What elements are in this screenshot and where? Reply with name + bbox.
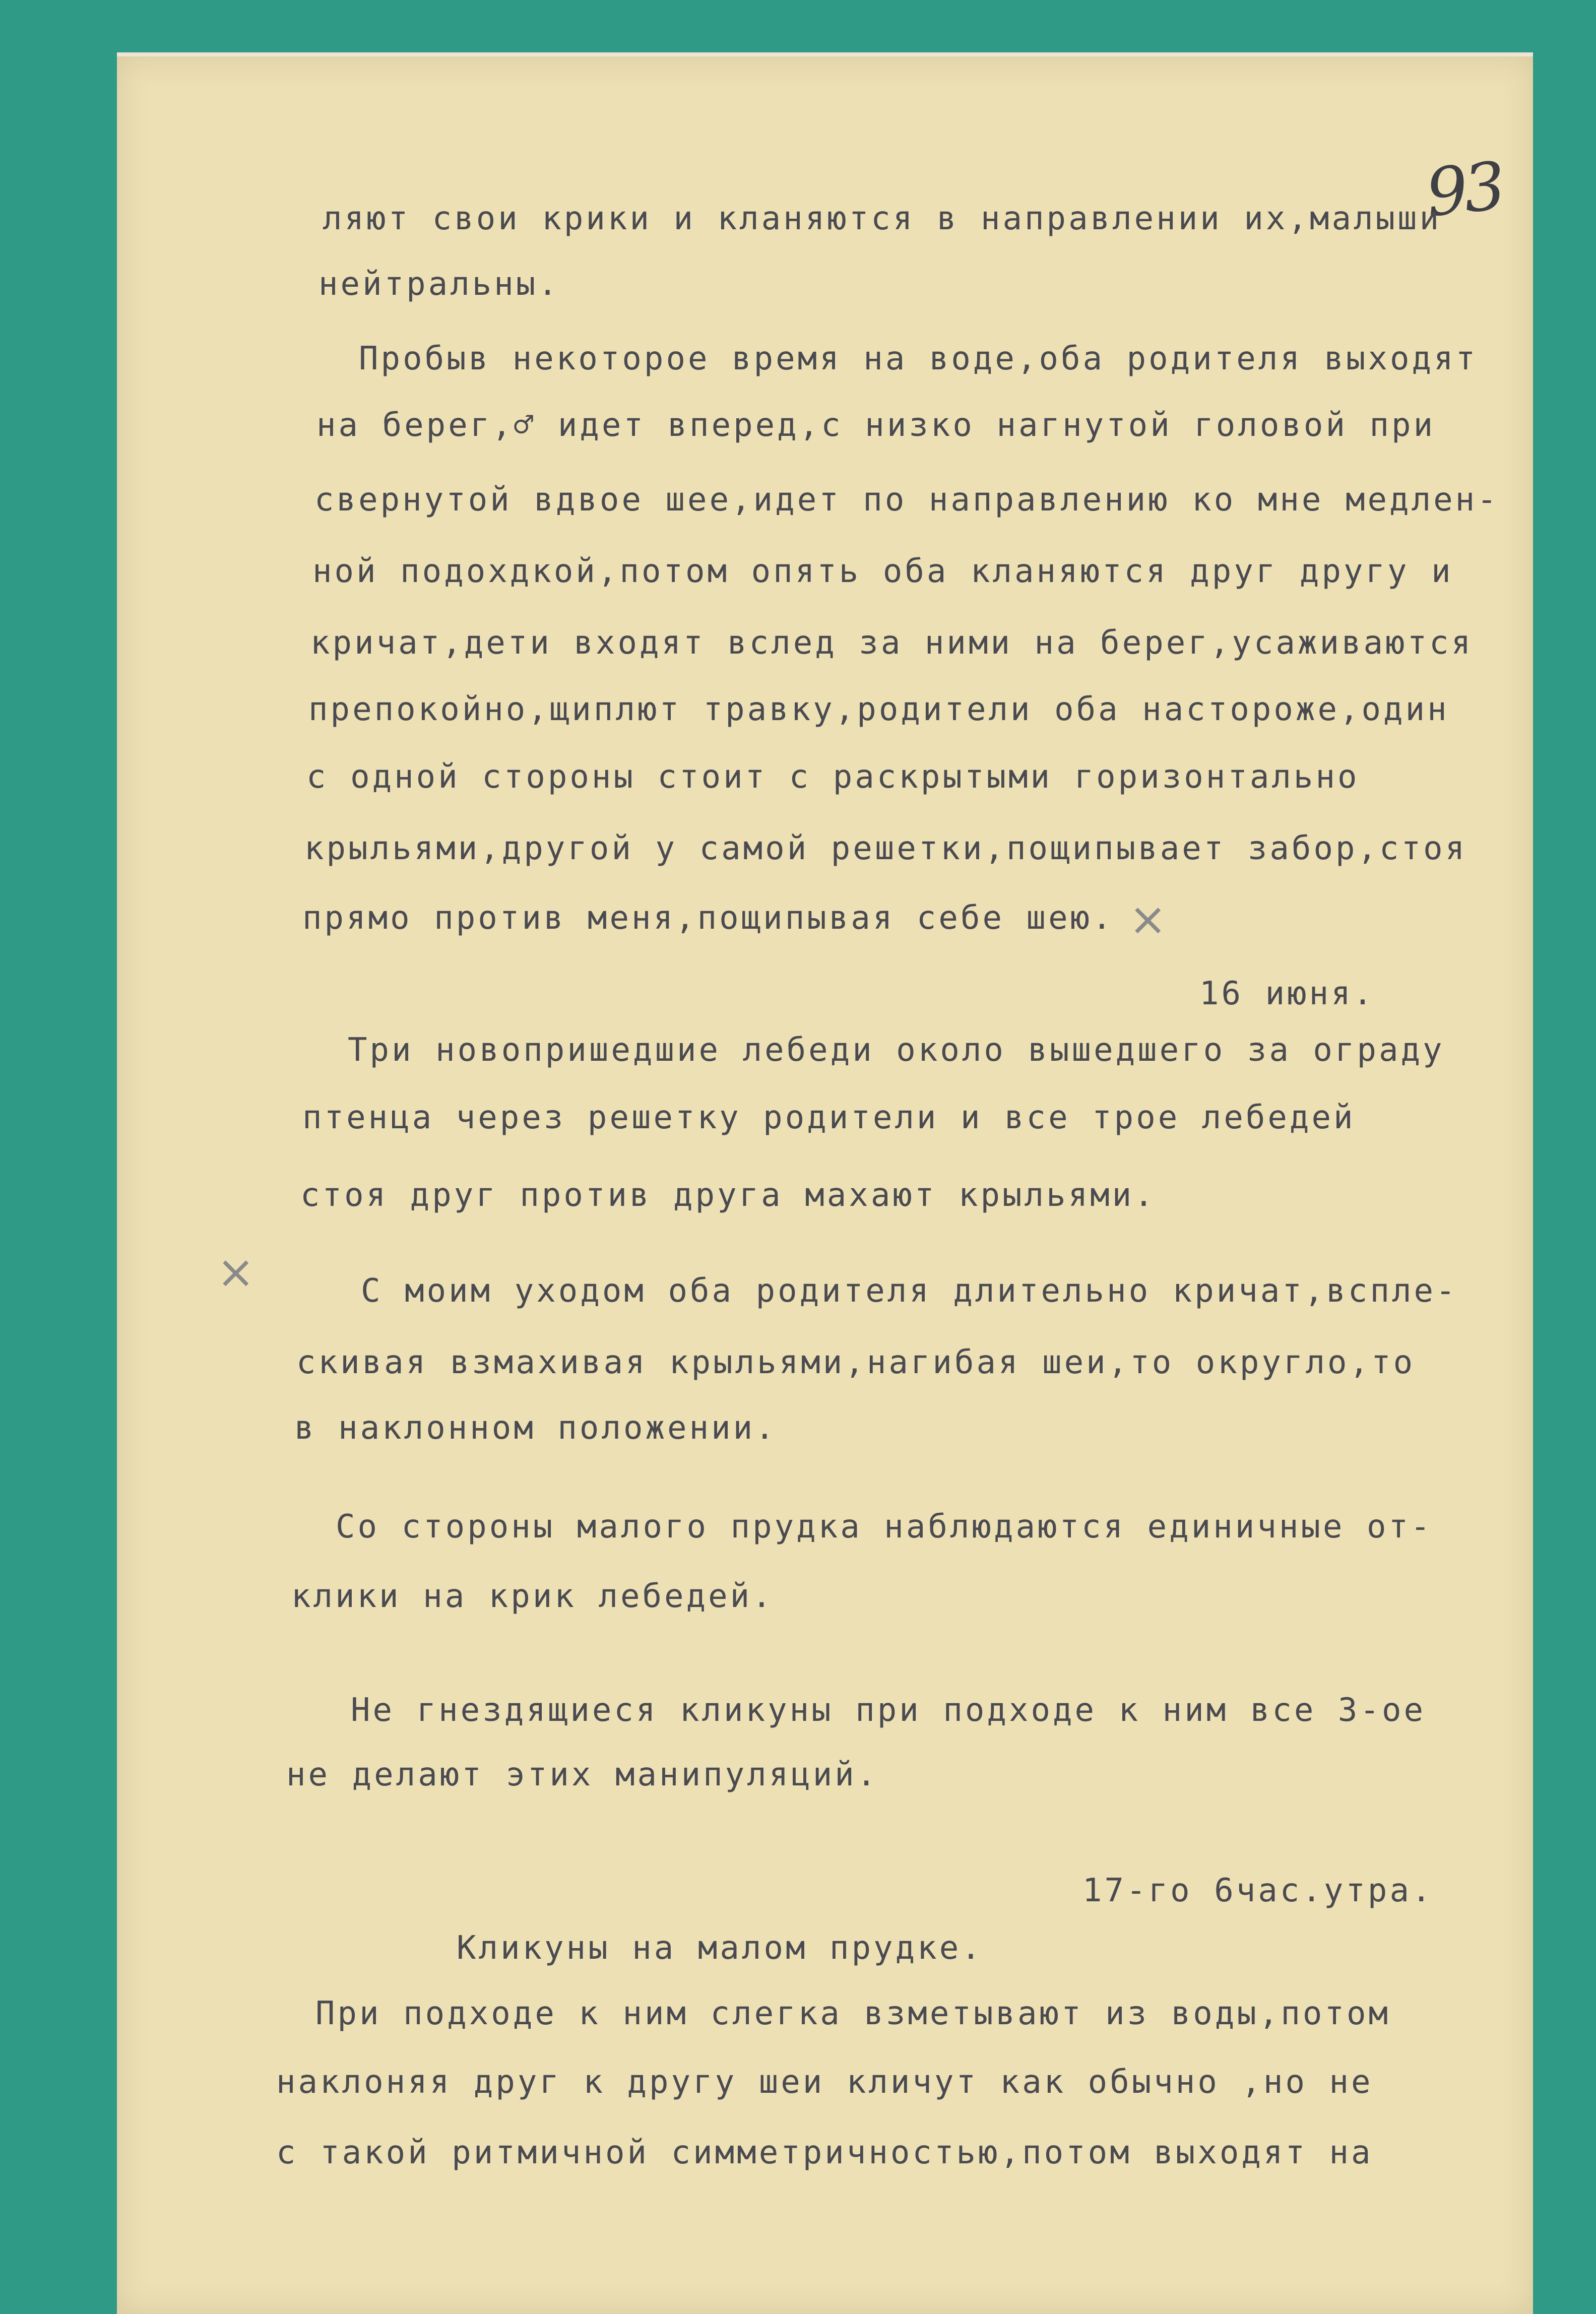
text-line: с одной стороны стоит с раскрытыми горизонтально	[306, 758, 1360, 796]
text-line: кричат,дети входят вслед за ними на берег,усаживаются	[310, 624, 1474, 662]
text-line: Пробыв некоторое время на воде,оба родителя выходят	[359, 340, 1478, 377]
text-line: нейтральны.	[318, 266, 560, 303]
text-line: С моим уходом оба родителя длительно кричат,вспле-	[361, 1272, 1458, 1310]
text-line: При подходе к ним слегка взметывают из воды,потом	[315, 1995, 1391, 2032]
text-line: препокойно,щиплют травку,родители оба настороже,один	[308, 691, 1449, 728]
text-line: 17-го 6час.утра.	[1082, 1872, 1434, 1909]
text-line: птенца через решетку родители и все трое лебедей	[302, 1099, 1356, 1136]
pencil-cross-mark: ×	[1129, 893, 1167, 946]
text-line: 16 июня.	[1199, 975, 1375, 1012]
text-line: свернутой вдвое шее,идет по направлению ко мне медлен-	[314, 481, 1499, 519]
text-line: в наклонном положении.	[294, 1409, 777, 1447]
text-line: наклоняя друг к другу шеи кличут как обычно ,но не	[276, 2064, 1373, 2101]
text-line: ляют свои крики и кланяются в направлении их,малыши	[323, 200, 1442, 237]
text-line: Со стороны малого прудка наблюдаются единичные от-	[336, 1508, 1433, 1546]
text-line: клики на крик лебедей.	[291, 1578, 774, 1615]
text-line: Три новопришедшие лебеди около вышедшего за ограду	[348, 1032, 1445, 1069]
page-number: 93	[1422, 147, 1505, 232]
text-line: крыльями,другой у самой решетки,пощипывает забор,стоя	[304, 830, 1467, 867]
text-line: стоя друг против друга махают крыльями.	[300, 1177, 1156, 1214]
text-line: на берег,♂ идет вперед,с низко нагнутой головой при	[316, 407, 1436, 444]
text-line: Не гнездящиеся кликуны при подходе к ним все 3-ое	[351, 1692, 1426, 1729]
pencil-cross-mark: ×	[217, 1246, 255, 1299]
text-line: Кликуны на малом прудке.	[457, 1930, 983, 1967]
text-line: с такой ритмичной симметричностью,потом выходят на	[276, 2134, 1373, 2171]
text-line: прямо против меня,пощипывая себе шею.	[302, 899, 1114, 937]
text-line: не делают этих манипуляций.	[286, 1756, 879, 1793]
text-line: ной подохдкой,потом опять оба кланяются друг другу и	[312, 553, 1453, 590]
text-line: скивая взмахивая крыльями,нагибая шеи,то округло,то	[296, 1344, 1416, 1381]
